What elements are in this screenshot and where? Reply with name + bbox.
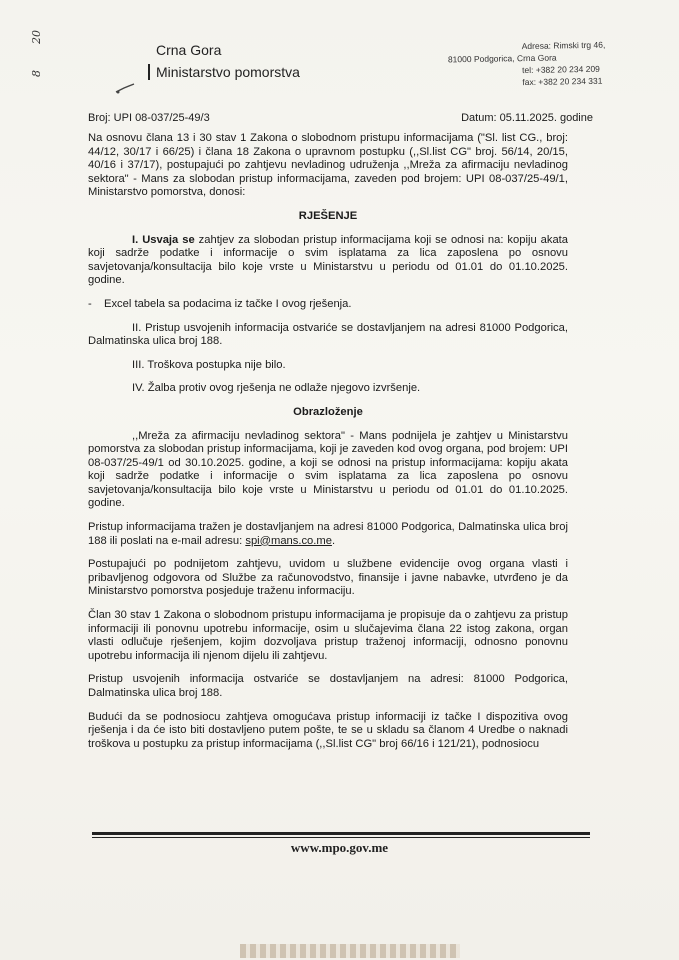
reasoning-paragraph-2-text: Pristup informacijama tražen je dostavljanjem na adresi 81000 Podgorica, Dalmatinska ulica broj 188 ili poslati na e-mail adresu: <box>88 521 568 547</box>
point-one-text: zahtjev za slobodan pristup informacijama koji se odnosi na: kopiju akata koji sadrže podatke i informacije o svim isplatama za lica zaposlena po osnovu savjetovanja/konsultacija bilo koje vrste u Ministarstvu u periodu od 01.01 do 01.10.2025. godine. <box>88 233 569 287</box>
email-link[interactable]: spi@mans.co.me <box>245 534 332 547</box>
point-four: IV. Žalba protiv ovog rješenja ne odlaže njegovo izvršenje. <box>132 382 421 395</box>
point-three: III. Troškova postupka nije bilo. <box>132 358 286 371</box>
intro-paragraph: Na osnovu člana 13 i 30 stav 1 Zakona o slobodnom pristupu informacijama ("Sl. list CG., broj: 44/12, 30/17 i 66/25) i člana 18 Zakona o upravnom postupku (,,Sl.list CG" broj. 56/14, 20/15, 40/16 i 37/17), postupajući po zahtjevu nevladinog udruženja ,,Mreža za afirmaciju nevladinog sektora" - Mans za slobodan pristup informacijama, zaveden pod brojem: UPI 08-037/25-49/1, Ministarstvo pomorstva, donosi: <box>88 132 568 199</box>
document-body <box>88 132 568 761</box>
reasoning-paragraph-2-end: . <box>331 534 336 547</box>
coat-of-arms-icon <box>114 82 136 96</box>
point-one-bullet: - Excel tabela sa podacima iz tačke I ovog rješenja. <box>88 298 568 312</box>
reasoning-paragraph-3: Postupajući po podnijetom zahtjevu, uvidom u službene evidencije ovog organa vlasti i pribavljenog odgovora od Službe za računovodstvo, finansije i javne nabavke, utvrđeno je da Ministarstvo pomorstva posjeduje traženu informaciju. <box>88 558 568 598</box>
reasoning-paragraph-4: Član 30 stav 1 Zakona o slobodnom pristupu informacijama je propisuje da o zahtjevu za pristup informaciji ili ponovnu upotrebu informacije, osim u slučajevima člana 22 istog zakona, organ vlasti odlučuje rješenjem, kojim dozvoljava pristup traženoj informaciji, odnosno ponovnu upotrebu informacija ili njenom dijelu ili zahtjevu. <box>88 609 568 662</box>
reasoning-paragraph-2 <box>88 521 568 548</box>
reference-number: Broj: UPI 08-037/25-49/3 <box>88 112 210 124</box>
margin-note-bottom: 8 <box>30 70 43 77</box>
fax-line: fax: +382 20 234 331 <box>522 75 603 88</box>
document-date: Datum: 05.11.2025. godine <box>461 112 593 124</box>
city-line: 81000 Podgorica, Crna Gora <box>447 52 557 65</box>
reasoning-title: Obrazloženje <box>293 405 363 418</box>
point-one-lead: I. Usvaja se <box>132 233 195 246</box>
footer-rule-thin <box>92 837 590 838</box>
ministry-name: Ministarstvo pomorstva <box>148 64 300 80</box>
letterhead-contact <box>448 39 609 90</box>
address-line: Adresa: Rimski trg 46, <box>521 39 606 52</box>
point-one <box>88 234 568 288</box>
footer-rule <box>92 832 590 835</box>
tel-line: tel: +382 20 234 209 <box>522 63 600 76</box>
reasoning-paragraph-1: ,,Mreža za afirmaciju nevladinog sektora" - Mans podnijela je zahtjev u Ministarstvu pomorstva za slobodan pristup informacijama, koji je zaveden kod ovog organa, pod brojem: UPI 08-037/25-49/1 od 30.10.2025. godine, a koji se odnosi na pristup informacijama: kopiju akata koji sadrže podatke i informacije o svim isplatama za lica zaposlena po osnovu savjetovanja/konsultacija bilo koje vrste u Ministarstvu u periodu od 01.01 do 01.10.2025. godine. <box>88 429 568 510</box>
scan-edge-strip <box>240 944 460 958</box>
reasoning-paragraph-5: Pristup usvojenih informacija ostvariće se dostavljanjem na adresi: 81000 Podgorica, Dalmatinska ulica broj 188. <box>88 673 568 699</box>
letterhead-left <box>148 42 300 80</box>
point-two: II. Pristup usvojenih informacija ostvariće se dostavljanjem na adresi 81000 Podgorica, Dalmatinska ulica broj 188. <box>88 321 568 348</box>
reasoning-paragraph-6: Budući da se podnosiocu zahtjeva omogućava pristup informaciji iz tačke I dispozitiva ovog rješenja i da će isto biti dostavljeno putem pošte, te se u skladu sa članom 4 Uredbe o naknadi troškova u postupku za pristup informacijama (,,Sl.list CG" broj 66/16 i 121/21), podnosiocu <box>88 710 568 750</box>
decision-title: RJEŠENJE <box>298 209 358 222</box>
margin-note-top: 20 <box>30 30 43 44</box>
reference-row <box>88 112 593 128</box>
government-name: Crna Gora <box>156 42 222 58</box>
footer-website: www.mpo.gov.me <box>290 840 389 855</box>
